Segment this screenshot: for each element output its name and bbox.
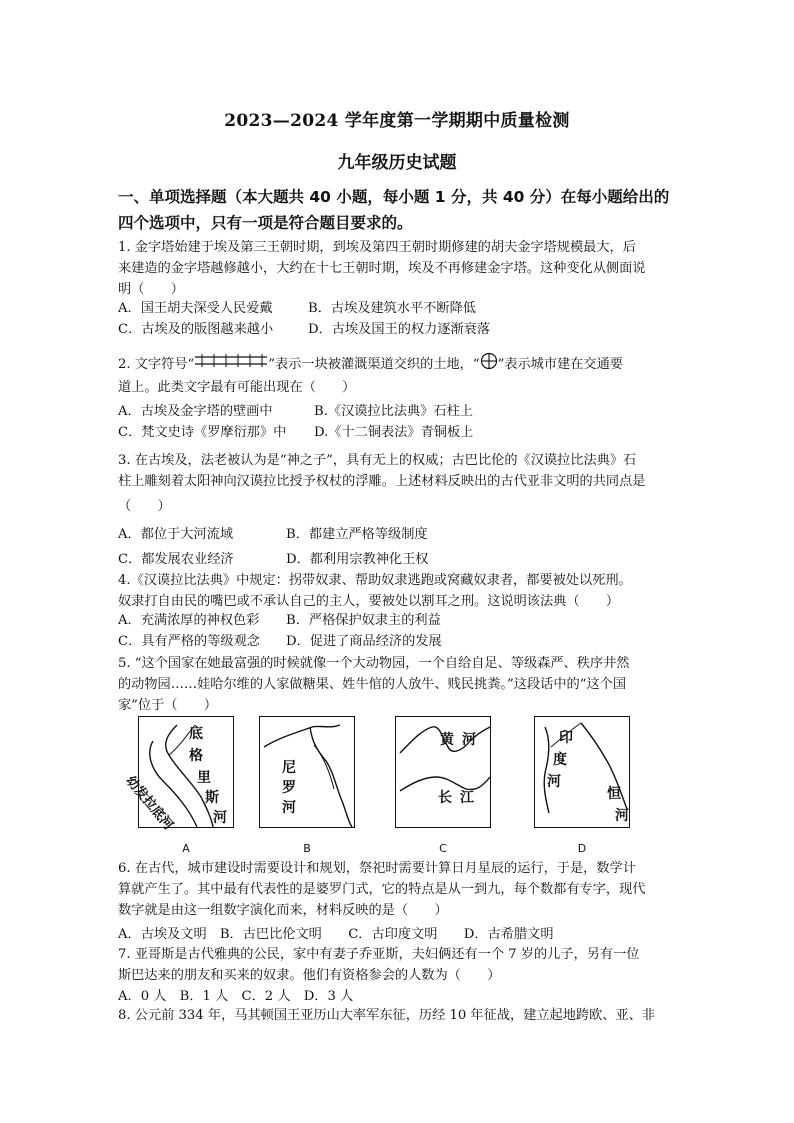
option-b: B．古埃及建筑水平不断降低 <box>308 301 476 316</box>
question-2-options <box>118 401 678 443</box>
option-a: A．充满浓厚的神权色彩 <box>118 613 260 628</box>
map-c-letter: C <box>439 842 447 855</box>
question-3 <box>118 450 678 517</box>
question-7 <box>118 944 678 1007</box>
question-6-line2: 算就产生了。其中最有代表性的是婆罗门式，它的特点是从一到九，每个数都有专字，现代 <box>118 882 646 897</box>
question-7-options: A．0 人 B．1 人 C．2 人 D．3 人 <box>118 989 354 1004</box>
map-a-letter: A <box>182 842 190 855</box>
section-heading-line1: 一、单项选择题（本大题共 40 小题，每小题 1 分，共 40 分）在每小题给出的 <box>118 188 670 206</box>
question-3-line2: 柱上雕刻着太阳神向汉谟拉比授予权杖的浮雕。上述材料反映出的古代亚非文明的共同点是 <box>118 474 646 489</box>
question-2 <box>118 352 678 398</box>
map-c-label-2: 河 <box>462 732 476 748</box>
map-b-label-2: 罗 <box>282 780 296 796</box>
map-a-label-1: 底 <box>189 726 203 742</box>
map-a <box>122 716 234 834</box>
question-8 <box>118 1005 678 1026</box>
option-b: B．都建立严格等级制度 <box>286 527 428 542</box>
map-d-label-2: 度 <box>553 752 567 768</box>
option-a: A．古埃及金字塔的壁画中 <box>118 404 273 419</box>
map-c <box>395 716 491 828</box>
map-d <box>534 716 630 828</box>
question-4-options <box>118 610 678 652</box>
question-2-text-a: 2. 文字符号“ <box>118 357 195 372</box>
map-b <box>259 716 355 828</box>
map-b-letter: B <box>303 842 311 855</box>
question-5-line3: 家”位于（ ） <box>118 698 218 713</box>
map-d-label-5: 河 <box>615 808 629 824</box>
map-c-label-4: 江 <box>460 790 474 806</box>
map-b-label-1: 尼 <box>282 760 296 776</box>
option-d: D．古埃及国王的权力逐渐衰落 <box>308 322 491 337</box>
option-c: C．梵文史诗《罗摩衍那》中 <box>118 425 287 440</box>
question-2-text-b: ”表示一块被灌溉渠道交织的土地，“ <box>268 357 480 372</box>
option-c: C．具有严格的等级观念 <box>118 634 260 649</box>
map-c-label-3: 长 <box>438 790 452 806</box>
map-d-label-1: 印 <box>559 730 573 746</box>
irrigated-field-glyph-icon <box>194 354 268 375</box>
question-6-line3: 数字就是由这一组数字演化而来，材料反映的是（ ） <box>118 903 448 918</box>
question-2-line2: 道上。此类文字最有可能出现在（ ） <box>118 380 356 395</box>
question-1-options <box>118 298 678 340</box>
map-d-label-3: 河 <box>547 774 561 790</box>
question-5 <box>118 653 678 716</box>
section-heading <box>118 184 678 236</box>
map-b-label-3: 河 <box>282 800 296 816</box>
city-crossroads-glyph-icon <box>480 352 498 377</box>
option-a: A．国王胡夫深受人民爱戴 <box>118 301 273 316</box>
option-b: B.《汉谟拉比法典》石柱上 <box>314 404 473 419</box>
question-1-line2: 来建造的金字塔越修越小，大约在十七王朝时期，埃及不再修建金字塔。这种变化从侧面说 <box>118 261 646 276</box>
exam-title: 2023—2024 学年度第一学期期中质量检测 <box>224 111 570 131</box>
section-heading-line2: 四个选项中，只有一项是符合题目要求的。 <box>118 214 413 232</box>
map-a-label-2: 格 <box>189 748 203 764</box>
option-a: A．都位于大河流域 <box>118 527 234 542</box>
map-a-label-euphrates: 幼发拉底河 <box>122 773 176 834</box>
question-4-line1: 4.《汉谟拉比法典》中规定：拐带奴隶、帮助奴隶逃跑或窝藏奴隶者，都要被处以死刑。 <box>118 573 632 588</box>
option-d: D.《十二铜表法》青铜板上 <box>314 425 474 440</box>
question-1-line1: 1. 金字塔始建于埃及第三王朝时期，到埃及第四王朝时期修建的胡夫金字塔规模最大，后 <box>118 240 636 255</box>
river-maps <box>122 716 678 856</box>
question-4 <box>118 570 678 612</box>
map-d-letter: D <box>577 842 587 855</box>
option-d: D．促进了商品经济的发展 <box>286 634 442 649</box>
question-2-text-c: ”表示城市建在交通要 <box>497 357 623 372</box>
map-c-label-1: 黄 <box>440 732 454 748</box>
question-8-line1: 8. 公元前 334 年，马其顿国王亚历山大率军东征，历经 10 年征战，建立起地跨欧、亚、非 <box>118 1008 656 1023</box>
question-1-line3: 明（ ） <box>118 282 184 297</box>
question-5-line2: 的动物园……娃哈尔维的人家做糖果、姓牛倌的人放牛、贱民挑粪。”这段话中的“这个国 <box>118 677 627 692</box>
map-d-label-4: 恒 <box>607 786 621 802</box>
option-c: C．古埃及的版图越来越小 <box>118 322 274 337</box>
map-b-river-lines <box>260 717 356 829</box>
map-a-label-4: 斯 <box>205 790 219 806</box>
option-b: B．严格保护奴隶主的利益 <box>286 613 441 628</box>
question-6-line1: 6. 在古代，城市建设时需要设计和规划，祭祀时需要计算日月星辰的运行，于是，数学计 <box>118 861 636 876</box>
question-3-options <box>118 524 678 570</box>
question-6-options: A．古埃及文明 B．古巴比伦文明 C．古印度文明 D．古希腊文明 <box>118 927 554 942</box>
question-5-line1: 5. “这个国家在她最富强的时候就像一个大动物园，一个自给自足、等级森严、秩序井然 <box>118 656 630 671</box>
question-4-line2: 奴隶打自由民的嘴巴或不承认自己的主人，要被处以割耳之刑。这说明该法典（ ） <box>118 594 620 609</box>
question-1 <box>118 237 678 300</box>
option-d: D．都利用宗教神化王权 <box>286 552 429 567</box>
question-7-line1: 7. 亚哥斯是古代雅典的公民，家中有妻子乔亚斯，夫妇俩还有一个 7 岁的儿子，另有一位 <box>118 947 640 962</box>
exam-subtitle: 九年级历史试题 <box>337 153 457 173</box>
option-c: C．都发展农业经济 <box>118 552 234 567</box>
map-a-label-5: 河 <box>213 810 227 826</box>
question-3-line3: （ ） <box>118 499 171 514</box>
question-7-line2: 斯巴达来的朋友和买来的奴隶。他们有资格参会的人数为（ ） <box>118 968 501 983</box>
question-3-line1: 3. 在古埃及，法老被认为是“神之子”，具有无上的权威；古巴比伦的《汉谟拉比法典》石 <box>118 453 637 468</box>
map-a-label-3: 里 <box>197 770 211 786</box>
question-6 <box>118 858 678 945</box>
